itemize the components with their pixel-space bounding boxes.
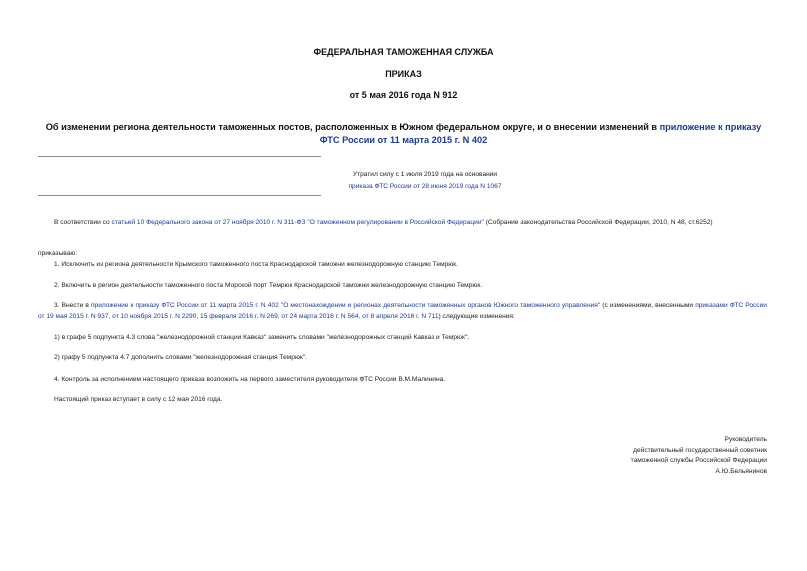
order-word: приказываю: (38, 250, 78, 257)
date-number-heading: от 5 мая 2016 года N 912 (349, 90, 458, 100)
status-link[interactable]: приказа ФТС России от 28 июня 2019 года N 1067 (348, 183, 502, 190)
item-3 (38, 300, 767, 322)
item-4: 4. Контроль за исполнением настоящего приказа возложить на первого заместителя руководителя ФТС России В.М.Малинина. (54, 376, 446, 383)
preamble-law-link[interactable]: статьей 10 Федерального закона от 27 ноября 2010 г. N 311-ФЗ "О таможенном регулировании в Российской Федерации" (111, 219, 484, 226)
preamble-text-before: В соответствии со (54, 219, 112, 226)
effective-date: Настоящий приказ вступает в силу с 12 мая 2016 года. (54, 396, 223, 403)
item-1: 1. Исключить из региона деятельности Крымского таможенного поста Краснодарской таможни железнодорожную станцию Темрюк. (54, 261, 458, 268)
preamble-text-after: (Собрание законодательства Российской Федерации, 2010, N 48, ст.6252) (483, 219, 713, 226)
item-2: 2. Включить в регион деятельности таможенного поста Морской порт Темрюк Краснодарской таможни железнодорожную станцию Темрюк. (54, 282, 483, 289)
signature-block (631, 435, 767, 477)
item-3-text-before: 3. Внести в (54, 302, 91, 309)
item-3-text-after: ) следующие изменения: (438, 313, 515, 320)
signature-line-2: действительный государственный советник (633, 446, 767, 454)
item-3-link-order[interactable]: приложение к приказу ФТС России от 11 марта 2015 г. N 402 "О местонахождении и регионах деятельности таможенных органов Южного таможенного управления" (90, 302, 601, 309)
status-line: Утратил силу с 1 июля 2019 года на основании (352, 171, 498, 178)
signature-line-1: Руководитель (724, 436, 767, 443)
sub-item-1: 1) в графе 5 подпункта 4.3 слова "железнодорожной станции Кавказ" заменить словами "железнодорожных станций Кавказ и Темрюк"; (54, 334, 470, 341)
signature-line-3: таможенной службы Российской Федерации (630, 457, 767, 464)
divider-bottom (38, 195, 321, 196)
item-3-link-amendments[interactable]: приказами ФТС России от 19 мая 2015 г. N 937, от 10 ноября 2015 г. N 2290, 15 февраля 2016 г. N 269, от 24 марта 2016 г. N 564, от 8 апреля 2016 г. N 711 (38, 302, 767, 320)
title-link[interactable]: приложение к приказу ФТС России от 11 марта 2015 г. N 402 (319, 122, 762, 145)
agency-heading: ФЕДЕРАЛЬНАЯ ТАМОЖЕННАЯ СЛУЖБА (313, 47, 494, 57)
sub-item-2: 2) графу 5 подпункта 4.7 дополнить словами "железнодорожная станция Темрюк". (54, 354, 307, 361)
doc-type-heading: ПРИКАЗ (385, 69, 422, 79)
document-title (40, 121, 767, 147)
title-text: Об изменении региона деятельности таможенных постов, расположенных в Южном федеральном округе, и о внесении изменений в (45, 122, 660, 132)
preamble-paragraph (38, 217, 767, 228)
item-3-text-mid: (с изменениями, внесенными (600, 302, 696, 309)
divider-top (38, 156, 321, 157)
status-note (300, 169, 550, 193)
signature-name: А.Ю.Бельянинов (715, 467, 767, 475)
